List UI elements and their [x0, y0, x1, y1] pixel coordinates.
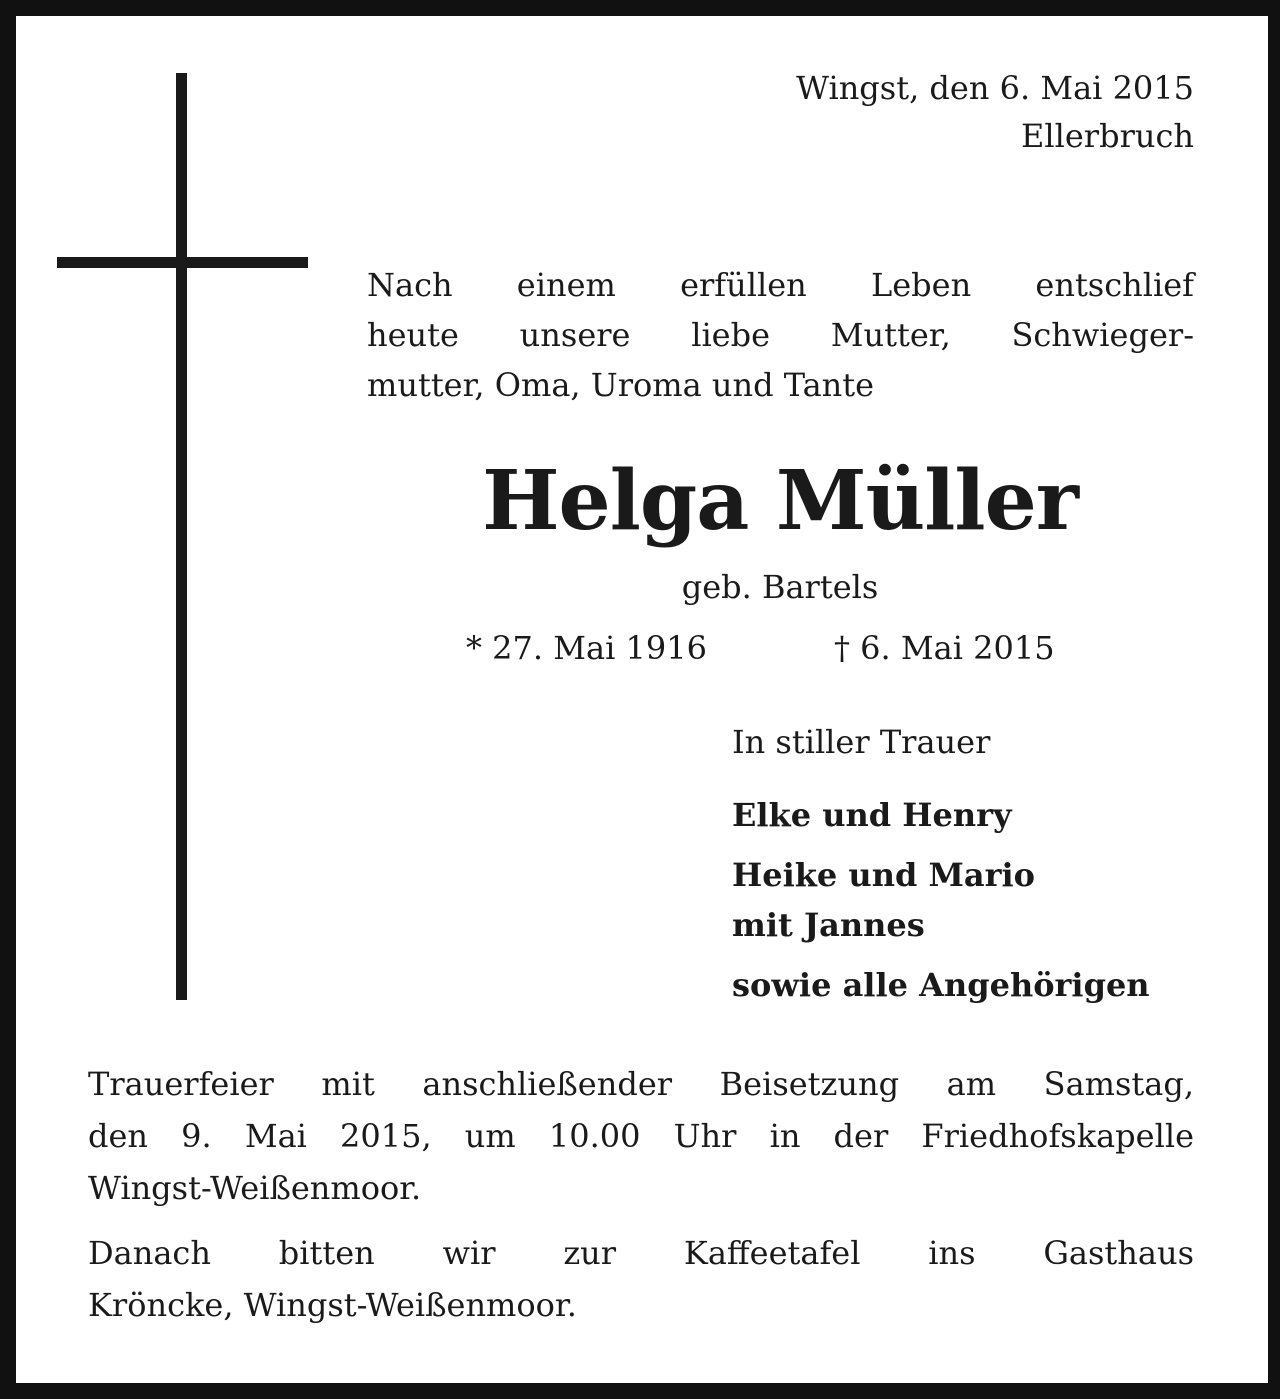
funeral-info — [88, 1058, 1194, 1214]
place-date-block — [796, 64, 1194, 160]
district: Ellerbruch — [1021, 117, 1194, 155]
cross-vertical-beam — [176, 73, 187, 1000]
intro-line: Nach einem erfüllen Leben entschlief — [367, 266, 1194, 304]
mourner: sowie alle Angehörigen — [732, 966, 1150, 1004]
place-date: Wingst, den 6. Mai 2015 — [796, 69, 1194, 107]
funeral-line: den 9. Mai 2015, um 10.00 Uhr in der Friedhofskapelle — [88, 1117, 1194, 1155]
funeral-line: Trauerfeier mit anschließender Beisetzung am Samstag, — [88, 1065, 1194, 1103]
mourner: Heike und Mario — [732, 856, 1035, 894]
deceased-name: Helga Müller — [482, 453, 1078, 549]
mourner: mit Jannes — [732, 906, 925, 944]
intro-text — [367, 260, 1194, 410]
death-date: † 6. Mai 2015 — [834, 629, 1055, 667]
mourner: Elke und Henry — [732, 796, 1012, 834]
funeral-line: Wingst-Weißenmoor. — [88, 1169, 422, 1207]
maiden-name: geb. Bartels — [681, 568, 879, 606]
intro-line: heute unsere liebe Mutter, Schwieger- — [367, 316, 1194, 354]
intro-line: mutter, Oma, Uroma und Tante — [367, 366, 875, 404]
reception-line: Kröncke, Wingst-Weißenmoor. — [88, 1286, 577, 1324]
reception-info — [88, 1227, 1194, 1331]
reception-line: Danach bitten wir zur Kaffeetafel ins Gasthaus — [88, 1234, 1194, 1272]
mourning-heading: In stiller Trauer — [732, 723, 991, 761]
mourners-list — [732, 790, 1150, 1010]
cross-horizontal-beam — [57, 257, 308, 268]
birth-date: * 27. Mai 1916 — [466, 629, 707, 667]
